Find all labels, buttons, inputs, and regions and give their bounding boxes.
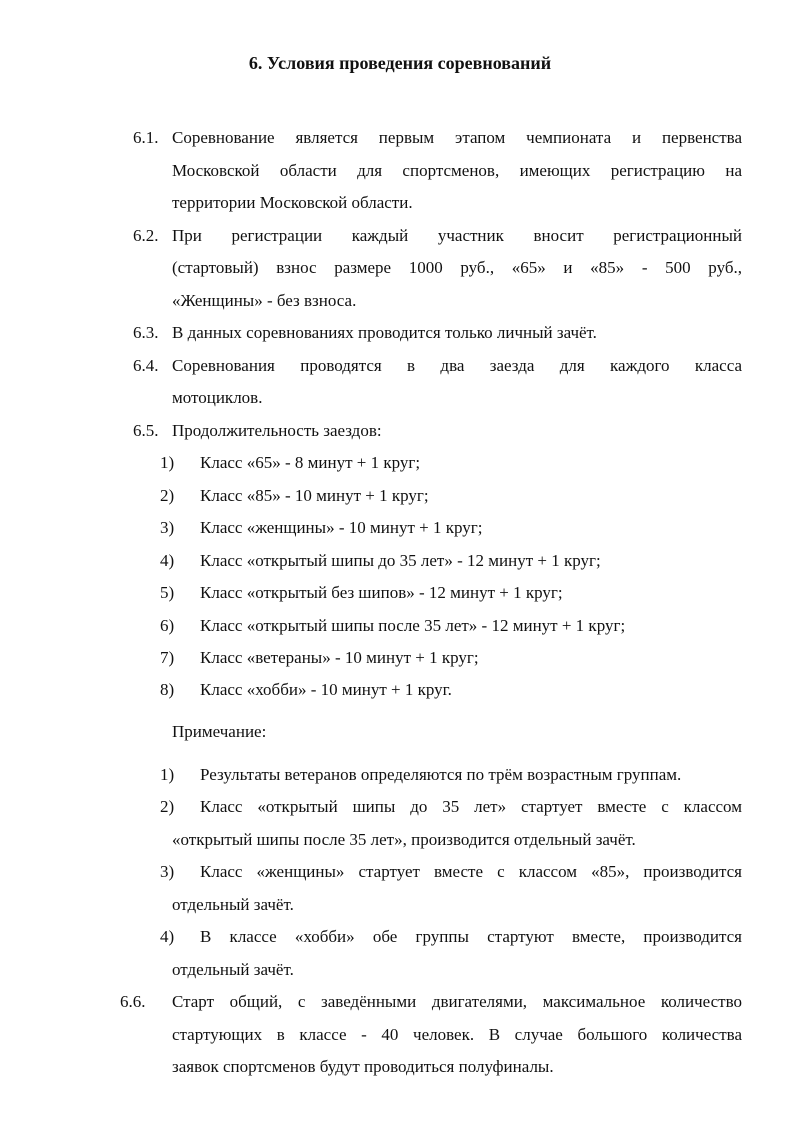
duration-item-number: 5) [160, 583, 175, 602]
duration-item-number: 8) [160, 680, 175, 699]
clause-6-4-line-1: Соревнования проводятся в два заезда для каждого класса [172, 356, 742, 375]
clause-6-1-line-3: территории Московской области. [172, 193, 413, 212]
clause-number-6-2: 6.2. [133, 226, 159, 245]
clause-number-6-4: 6.4. [133, 356, 159, 375]
note-item-line: «открытый шипы после 35 лет», производится отдельный зачёт. [172, 830, 636, 849]
duration-item: Класс «хобби» - 10 минут + 1 круг. [200, 680, 452, 699]
duration-item-number: 2) [160, 486, 175, 505]
note-item-line: Результаты ветеранов определяются по трём возрастным группам. [200, 765, 682, 784]
duration-item: Класс «открытый шипы до 35 лет» - 12 минут + 1 круг; [200, 551, 601, 570]
duration-item-number: 7) [160, 648, 175, 667]
duration-item: Класс «женщины» - 10 минут + 1 круг; [200, 518, 483, 537]
note-label: Примечание: [172, 722, 267, 741]
clause-6-5-line-1: Продолжительность заездов: [172, 421, 382, 440]
clause-6-6-line-2: стартующих в классе - 40 человек. В случае большого количества [172, 1025, 742, 1044]
duration-item: Класс «85» - 10 минут + 1 круг; [200, 486, 429, 505]
duration-item-number: 4) [160, 551, 175, 570]
clause-6-6-line-3: заявок спортсменов будут проводиться полуфиналы. [172, 1057, 554, 1076]
note-item-line: Класс «открытый шипы до 35 лет» стартует вместе с классом [200, 797, 742, 816]
section-title: 6. Условия проведения соревнований [248, 53, 552, 73]
clause-6-4-line-2: мотоциклов. [172, 388, 263, 407]
note-item-number: 4) [160, 927, 175, 946]
duration-item: Класс «открытый шипы после 35 лет» - 12 минут + 1 круг; [200, 616, 626, 635]
clause-number-6-5: 6.5. [133, 421, 159, 440]
note-item-number: 1) [160, 765, 175, 784]
note-item-line: В классе «хобби» обе группы стартуют вместе, производится [200, 927, 742, 946]
duration-item-number: 3) [160, 518, 175, 537]
duration-item: Класс «открытый без шипов» - 12 минут + 1 круг; [200, 583, 563, 602]
clause-number-6-3: 6.3. [133, 323, 159, 342]
clause-6-2-line-1: При регистрации каждый участник вносит регистрационный [172, 226, 742, 245]
duration-item-number: 6) [160, 616, 175, 635]
clause-6-3-line-1: В данных соревнованиях проводится только личный зачёт. [172, 323, 597, 342]
note-item-line: отдельный зачёт. [172, 960, 294, 979]
clause-number-6-1: 6.1. [133, 128, 159, 147]
note-item-line: Класс «женщины» стартует вместе с классом «85», производится [200, 862, 742, 881]
clause-6-2-line-3: «Женщины» - без взноса. [172, 291, 357, 310]
duration-item: Класс «ветераны» - 10 минут + 1 круг; [200, 648, 479, 667]
note-item-number: 2) [160, 797, 175, 816]
note-item-number: 3) [160, 862, 175, 881]
clause-6-6-line-1: Старт общий, с заведёнными двигателями, максимальное количество [172, 992, 742, 1011]
clause-6-1-line-1: Соревнование является первым этапом чемпионата и первенства [172, 128, 742, 147]
duration-item-number: 1) [160, 453, 175, 472]
duration-item: Класс «65» - 8 минут + 1 круг; [200, 453, 421, 472]
clause-number-6-6: 6.6. [120, 992, 146, 1011]
clause-6-2-line-2: (стартовый) взнос размере 1000 руб., «65» и «85» - 500 руб., [172, 258, 742, 277]
clause-6-1-line-2: Московской области для спортсменов, имеющих регистрацию на [172, 161, 742, 180]
note-item-line: отдельный зачёт. [172, 895, 294, 914]
